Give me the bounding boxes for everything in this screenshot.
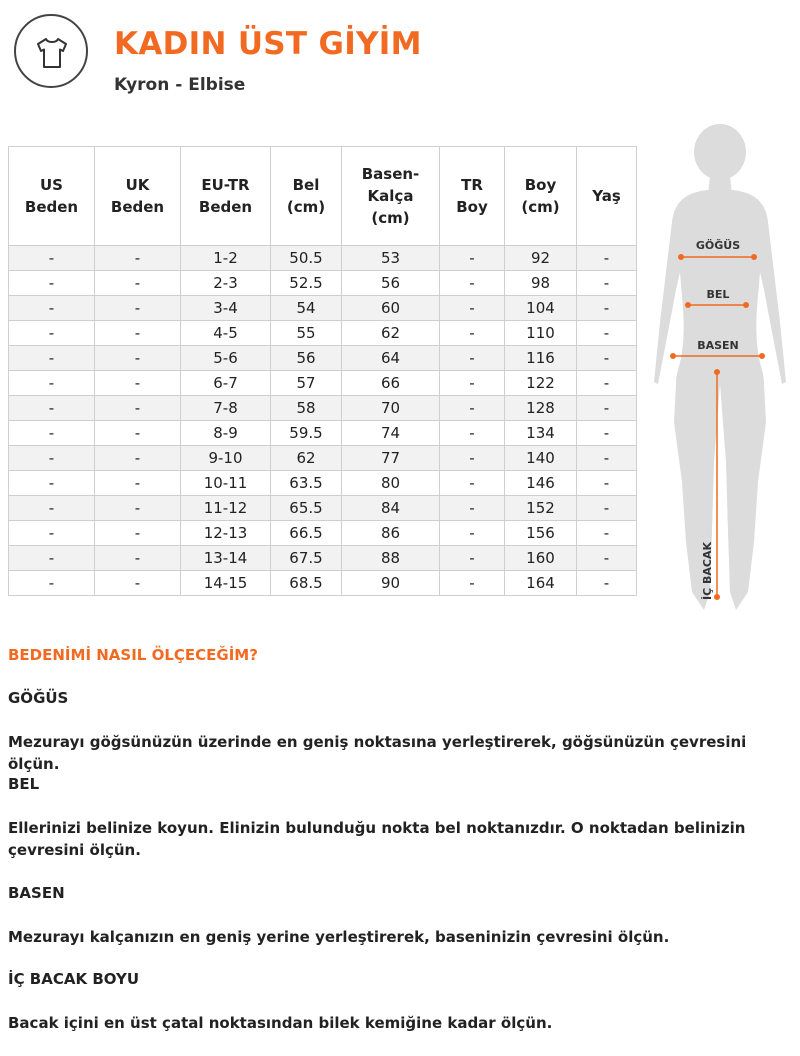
table-cell: - (577, 421, 637, 446)
column-header (271, 147, 342, 246)
column-header-line: Kalça (367, 187, 414, 205)
table-cell: - (577, 396, 637, 421)
table-cell: - (9, 396, 95, 421)
column-header-line: EU-TR (201, 176, 250, 194)
table-cell: 2-3 (181, 271, 271, 296)
size-table (8, 146, 637, 596)
table-cell: 55 (271, 321, 342, 346)
table-row (9, 546, 637, 571)
table-cell: 80 (342, 471, 440, 496)
table-cell: - (95, 296, 181, 321)
table-cell: 7-8 (181, 396, 271, 421)
table-cell: 53 (342, 246, 440, 271)
table-cell: - (440, 346, 505, 371)
table-cell: - (577, 371, 637, 396)
table-cell: - (9, 521, 95, 546)
table-cell: - (9, 371, 95, 396)
table-cell: 50.5 (271, 246, 342, 271)
table-cell: 13-14 (181, 546, 271, 571)
table-cell: - (9, 446, 95, 471)
table-cell: - (9, 546, 95, 571)
table-cell: 1-2 (181, 246, 271, 271)
table-cell: 58 (271, 396, 342, 421)
table-row (9, 271, 637, 296)
waist-section-title: BEL (8, 775, 40, 793)
table-cell: - (9, 421, 95, 446)
column-header-line: Beden (24, 198, 79, 216)
table-cell: 90 (342, 571, 440, 596)
table-cell: - (440, 521, 505, 546)
table-cell: - (9, 471, 95, 496)
table-cell: - (577, 246, 637, 271)
table-header-row (9, 147, 637, 246)
table-cell: 84 (342, 496, 440, 521)
table-cell: - (95, 271, 181, 296)
table-cell: 92 (505, 246, 577, 271)
column-header (440, 147, 505, 246)
table-row (9, 346, 637, 371)
table-cell: 116 (505, 346, 577, 371)
table-cell: - (9, 321, 95, 346)
table-cell: 64 (342, 346, 440, 371)
table-cell: - (440, 446, 505, 471)
table-cell: 74 (342, 421, 440, 446)
table-cell: 70 (342, 396, 440, 421)
table-cell: - (577, 346, 637, 371)
chest-label: GÖĞÜS (695, 239, 741, 252)
table-cell: - (577, 496, 637, 521)
table-cell: - (9, 496, 95, 521)
table-cell: 54 (271, 296, 342, 321)
table-cell: - (95, 346, 181, 371)
table-cell: 104 (505, 296, 577, 321)
column-header (95, 147, 181, 246)
page-header (14, 14, 794, 98)
table-cell: 6-7 (181, 371, 271, 396)
table-row (9, 321, 637, 346)
body-silhouette (654, 124, 786, 610)
table-cell: 57 (271, 371, 342, 396)
column-header-line: Yaş (592, 187, 621, 205)
table-row (9, 421, 637, 446)
table-cell: - (440, 371, 505, 396)
body-measurement-figure (646, 122, 794, 618)
table-cell: - (95, 546, 181, 571)
measurement-guide-title: BEDENİMİ NASIL ÖLÇECEĞİM? (8, 646, 258, 664)
inseam-label: İÇ BACAK (701, 541, 714, 600)
table-cell: 56 (271, 346, 342, 371)
table-cell: 66 (342, 371, 440, 396)
table-cell: 63.5 (271, 471, 342, 496)
column-header-line: UK (125, 176, 150, 194)
column-header-line: Boy (524, 176, 557, 194)
table-cell: 4-5 (181, 321, 271, 346)
table-cell: - (440, 246, 505, 271)
table-cell: 66.5 (271, 521, 342, 546)
table-row (9, 571, 637, 596)
table-cell: - (95, 421, 181, 446)
table-cell: - (9, 346, 95, 371)
table-cell: - (95, 396, 181, 421)
chest-section-text: Mezurayı göğsünüzün üzerinde en geniş noktasına yerleştirerek, göğsünüzün çevresini ölçün. (8, 733, 747, 773)
table-row (9, 371, 637, 396)
table-cell: 56 (342, 271, 440, 296)
table-cell: - (440, 571, 505, 596)
table-cell: - (577, 546, 637, 571)
hip-section-text: Mezurayı kalçanızın en geniş yerine yerleştirerek, baseninizin çevresini ölçün. (8, 928, 670, 946)
column-header-line: (cm) (521, 198, 560, 216)
hip-section-title: BASEN (8, 884, 65, 902)
table-cell: 140 (505, 446, 577, 471)
table-cell: - (577, 321, 637, 346)
column-header-line: Boy (456, 198, 488, 216)
column-header-line: Bel (292, 176, 320, 194)
tshirt-icon (34, 36, 70, 70)
table-cell: 8-9 (181, 421, 271, 446)
table-row (9, 246, 637, 271)
table-cell: 9-10 (181, 446, 271, 471)
column-header-line: TR (461, 176, 483, 194)
table-cell: 146 (505, 471, 577, 496)
column-header-line: Basen- (361, 165, 420, 183)
column-header (181, 147, 271, 246)
table-cell: - (95, 371, 181, 396)
table-body (9, 246, 637, 596)
table-cell: - (95, 571, 181, 596)
table-cell: - (440, 421, 505, 446)
column-header (9, 147, 95, 246)
table-cell: - (440, 496, 505, 521)
table-cell: 77 (342, 446, 440, 471)
table-cell: - (95, 496, 181, 521)
column-header (342, 147, 440, 246)
hip-label: BASEN (697, 339, 739, 352)
table-row (9, 396, 637, 421)
waist-label: BEL (706, 288, 730, 301)
table-cell: - (95, 321, 181, 346)
table-cell: - (440, 296, 505, 321)
table-cell: - (440, 396, 505, 421)
table-cell: 62 (342, 321, 440, 346)
column-header-line: Beden (198, 198, 253, 216)
table-cell: 134 (505, 421, 577, 446)
table-cell: 12-13 (181, 521, 271, 546)
table-cell: 67.5 (271, 546, 342, 571)
table-cell: 110 (505, 321, 577, 346)
page-title: KADIN ÜST GİYİM (114, 26, 422, 62)
table-cell: 3-4 (181, 296, 271, 321)
table-cell: - (577, 521, 637, 546)
table-row (9, 296, 637, 321)
table-row (9, 521, 637, 546)
table-cell: 60 (342, 296, 440, 321)
table-cell: - (577, 271, 637, 296)
table-cell: - (9, 271, 95, 296)
table-cell: 152 (505, 496, 577, 521)
table-cell: 52.5 (271, 271, 342, 296)
table-cell: - (95, 246, 181, 271)
table-cell: - (577, 446, 637, 471)
product-subtitle: Kyron - Elbise (114, 75, 246, 95)
table-cell: 98 (505, 271, 577, 296)
column-header-line: (cm) (286, 198, 326, 216)
table-cell: - (9, 246, 95, 271)
waist-section-text: Ellerinizi belinize koyun. Elinizin bulunduğu nokta bel noktanızdır. O noktadan belinizin çevresini ölçün. (8, 819, 746, 859)
table-row (9, 471, 637, 496)
table-cell: 62 (271, 446, 342, 471)
table-cell: - (440, 546, 505, 571)
table-cell: 128 (505, 396, 577, 421)
column-header-line: US (40, 176, 63, 194)
table-cell: 164 (505, 571, 577, 596)
table-cell: 68.5 (271, 571, 342, 596)
table-cell: 14-15 (181, 571, 271, 596)
table-cell: - (577, 296, 637, 321)
table-cell: 156 (505, 521, 577, 546)
table-cell: 5-6 (181, 346, 271, 371)
table-cell: - (577, 571, 637, 596)
table-cell: - (9, 571, 95, 596)
table-cell: 11-12 (181, 496, 271, 521)
table-row (9, 496, 637, 521)
table-cell: - (95, 521, 181, 546)
table-cell: 88 (342, 546, 440, 571)
column-header-line: (cm) (371, 209, 410, 227)
category-badge (14, 14, 88, 88)
table-cell: 59.5 (271, 421, 342, 446)
table-cell: - (95, 446, 181, 471)
table-cell: 160 (505, 546, 577, 571)
table-row (9, 446, 637, 471)
inseam-section-title: İÇ BACAK BOYU (8, 970, 140, 988)
table-cell: - (95, 471, 181, 496)
table-cell: 10-11 (181, 471, 271, 496)
chest-section-title: GÖĞÜS (8, 689, 69, 707)
table-cell: 86 (342, 521, 440, 546)
column-header (505, 147, 577, 246)
inseam-section-text: Bacak içini en üst çatal noktasından bilek kemiğine kadar ölçün. (8, 1014, 553, 1032)
column-header (577, 147, 637, 246)
table-cell: - (440, 471, 505, 496)
table-cell: - (440, 321, 505, 346)
column-header-line: Beden (110, 198, 165, 216)
table-cell: - (577, 471, 637, 496)
table-cell: 65.5 (271, 496, 342, 521)
table-cell: 122 (505, 371, 577, 396)
table-cell: - (440, 271, 505, 296)
table-cell: - (9, 296, 95, 321)
